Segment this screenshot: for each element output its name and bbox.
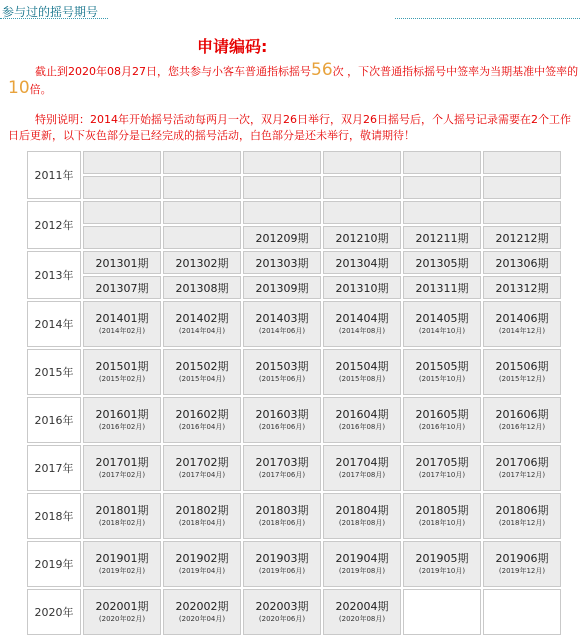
table-row [27,201,561,224]
period-cell [83,151,161,174]
period-cell: 202001期 (2020年02月) [83,589,161,635]
period-cell: 201402期 (2014年04月) [163,301,241,347]
period-cell: 202003期 (2020年06月) [243,589,321,635]
header-divider-right [395,18,580,19]
period-cell: 201605期 (2016年10月) [403,397,481,443]
period-cell: 201302期 [163,251,241,274]
period-cell: 201602期 (2016年04月) [163,397,241,443]
period-cell: 201304期 [323,251,401,274]
period-cell [323,176,401,199]
period-cell: 201212期 [483,226,561,249]
period-cell [403,176,481,199]
period-cell [163,151,241,174]
period-cell [83,226,161,249]
table-row [27,445,561,491]
period-cell: 201310期 [323,276,401,299]
period-cell [243,151,321,174]
period-cell: 201606期 (2016年12月) [483,397,561,443]
table-row [27,301,561,347]
period-cell: 201307期 [83,276,161,299]
odds-multiplier: 10 [8,78,30,98]
year-label: 2019年 [27,541,81,587]
table-row [27,226,561,249]
table-row [27,349,561,395]
period-cell: 201905期 (2019年10月) [403,541,481,587]
table-row [27,541,561,587]
period-cell [323,201,401,224]
period-cell: 201701期 (2017年02月) [83,445,161,491]
period-cell: 201603期 (2016年06月) [243,397,321,443]
period-cell: 201301期 [83,251,161,274]
period-cell-upcoming [483,589,561,635]
table-row [27,493,561,539]
period-cell-upcoming [403,589,481,635]
period-cell: 201401期 (2014年02月) [83,301,161,347]
participation-count: 56 [311,60,333,80]
year-label: 2014年 [27,301,81,347]
period-cell [483,176,561,199]
period-cell: 201211期 [403,226,481,249]
period-cell: 201404期 (2014年08月) [323,301,401,347]
period-cell [83,176,161,199]
period-cell: 201505期 (2015年10月) [403,349,481,395]
period-cell: 201209期 [243,226,321,249]
year-label: 2015年 [27,349,81,395]
period-cell: 201703期 (2017年06月) [243,445,321,491]
period-cell: 201702期 (2017年04月) [163,445,241,491]
year-label: 2017年 [27,445,81,491]
period-cell: 201903期 (2019年06月) [243,541,321,587]
period-cell: 201308期 [163,276,241,299]
period-cell: 201309期 [243,276,321,299]
period-cell: 201311期 [403,276,481,299]
period-cell [323,151,401,174]
period-cell: 202002期 (2020年04月) [163,589,241,635]
period-cell: 201506期 (2015年12月) [483,349,561,395]
period-cell: 201405期 (2014年10月) [403,301,481,347]
table-row [27,397,561,443]
period-cell: 201502期 (2015年04月) [163,349,241,395]
period-cell [243,201,321,224]
period-cell: 201906期 (2019年12月) [483,541,561,587]
period-cell [83,201,161,224]
period-cell: 201406期 (2014年12月) [483,301,561,347]
period-cell [483,201,561,224]
period-cell: 201503期 (2015年06月) [243,349,321,395]
year-label: 2013年 [27,251,81,299]
year-label: 2020年 [27,589,81,635]
period-cell: 201303期 [243,251,321,274]
section-title: 参与过的摇号期号 [2,5,99,19]
period-cell [483,151,561,174]
period-cell: 201801期 (2018年02月) [83,493,161,539]
period-cell [243,176,321,199]
period-cell: 201803期 (2018年06月) [243,493,321,539]
period-cell [403,201,481,224]
table-row [27,176,561,199]
period-cell: 201705期 (2017年10月) [403,445,481,491]
period-cell: 201504期 (2015年08月) [323,349,401,395]
period-cell: 201706期 (2017年12月) [483,445,561,491]
period-cell: 201806期 (2018年12月) [483,493,561,539]
table-row [27,251,561,274]
lottery-info [8,62,580,144]
period-cell: 201306期 [483,251,561,274]
period-cell: 201901期 (2019年02月) [83,541,161,587]
special-notice: 特别说明：2014年开始摇号活动每两月一次，双月26日举行，双月26日摇号后，个人摇号记录需要在2个工作日后更新，以下灰色部分是已经完成的摇号活动，白色部分是还未举行，敬请期待！ [8,113,571,142]
period-cell [403,151,481,174]
participation-summary: 截止到2020年08月27日，您共参与小客车普通指标摇号56次 ，下次普通指标摇号中签率为当期基准中签率的10倍。 [8,60,579,98]
period-cell: 201704期 (2017年08月) [323,445,401,491]
period-cell: 201312期 [483,276,561,299]
period-cell: 201601期 (2016年02月) [83,397,161,443]
period-cell: 202004期 (2020年08月) [323,589,401,635]
period-cell: 201805期 (2018年10月) [403,493,481,539]
period-cell: 201804期 (2018年08月) [323,493,401,539]
table-row [27,276,561,299]
table-row [27,589,561,635]
period-cell [163,201,241,224]
year-label: 2016年 [27,397,81,443]
period-cell: 201403期 (2014年06月) [243,301,321,347]
period-cell [163,226,241,249]
period-cell: 201604期 (2016年08月) [323,397,401,443]
header-divider-left [0,18,108,19]
year-label: 2018年 [27,493,81,539]
application-code-label: 申请编码: [197,37,268,56]
year-label: 2011年 [27,151,81,199]
period-cell: 201902期 (2019年04月) [163,541,241,587]
section-header [0,0,580,22]
table-row [27,151,561,174]
period-cell: 201501期 (2015年02月) [83,349,161,395]
period-cell [163,176,241,199]
lottery-periods-table [25,149,563,637]
period-cell: 201904期 (2019年08月) [323,541,401,587]
year-label: 2012年 [27,201,81,249]
period-cell: 201802期 (2018年04月) [163,493,241,539]
period-cell: 201210期 [323,226,401,249]
period-cell: 201305期 [403,251,481,274]
